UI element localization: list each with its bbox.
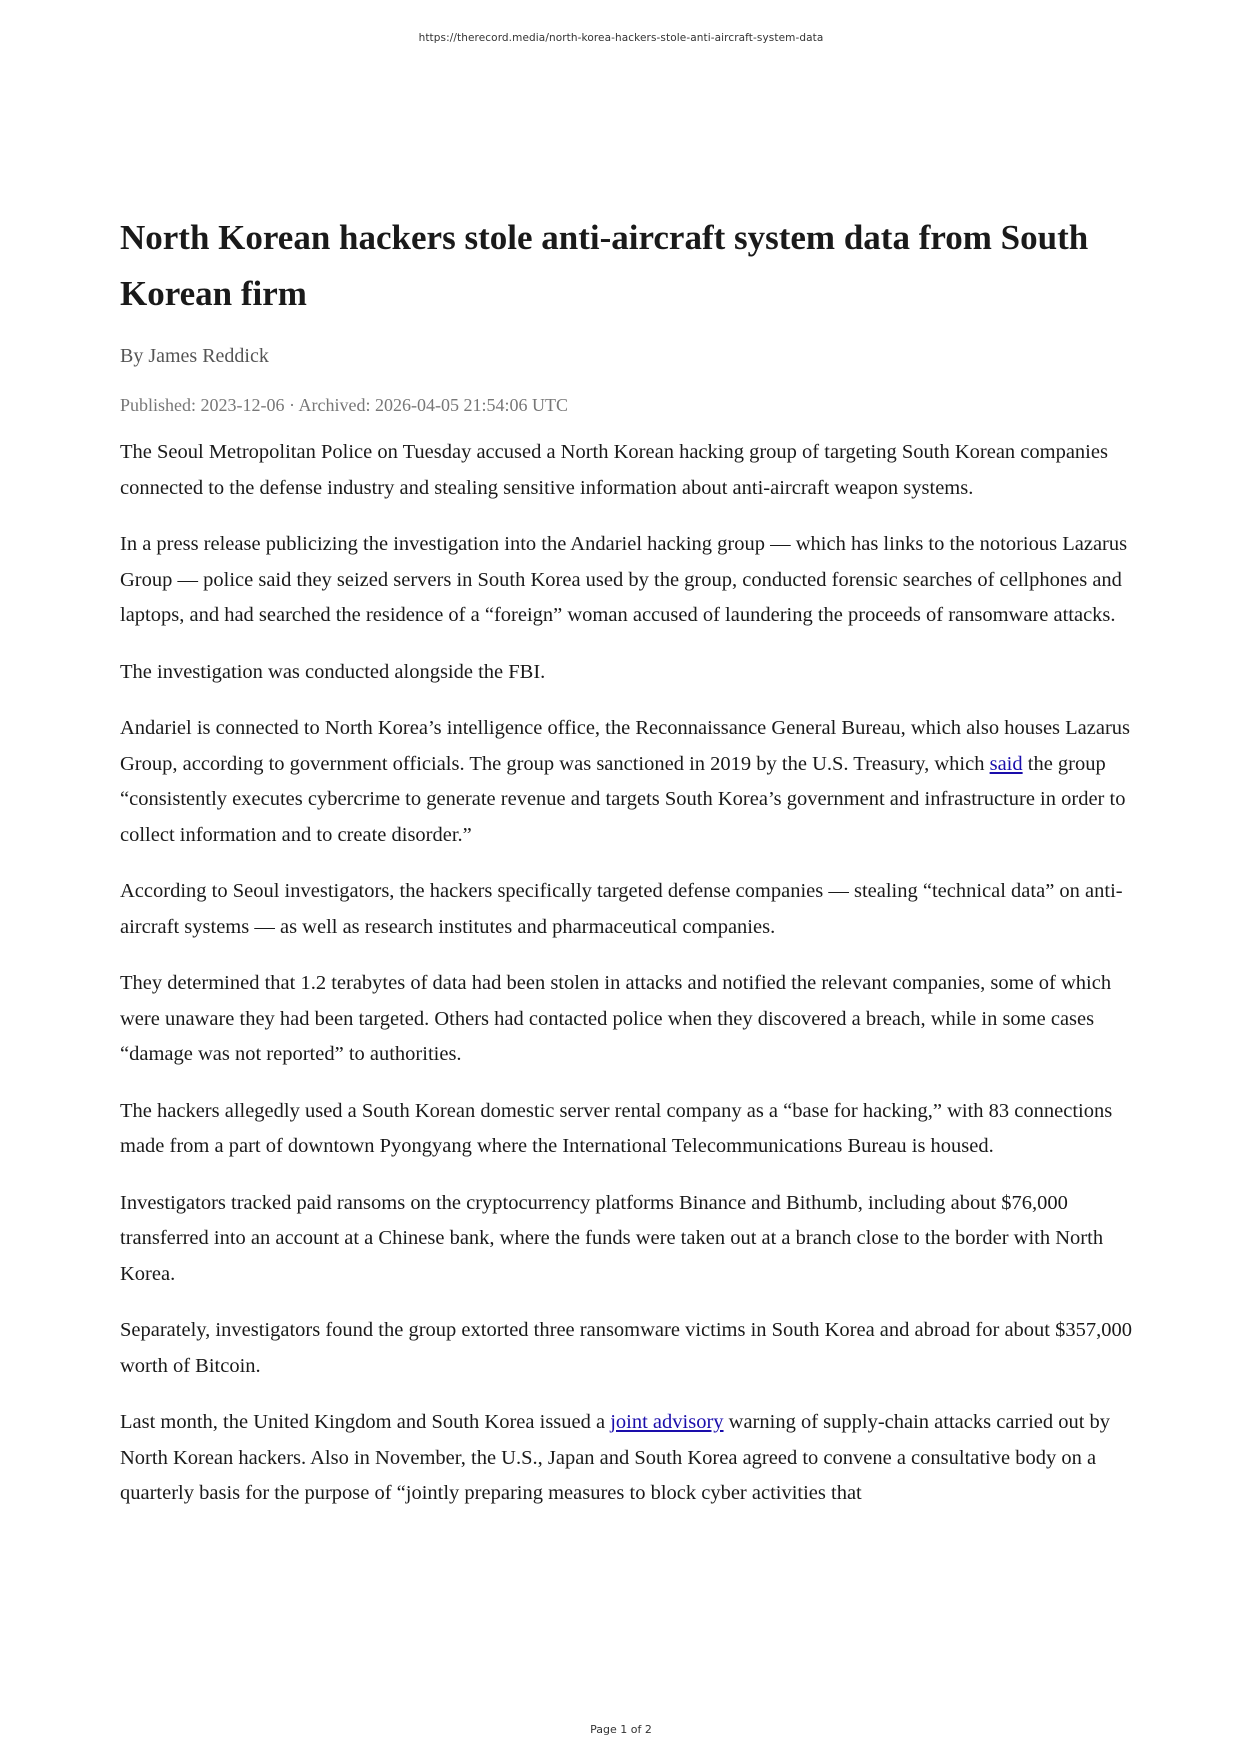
paragraph-10-text-start: Last month, the United Kingdom and South Korea issued a xyxy=(120,1411,611,1433)
paragraph-10-text-end: warning of supply-chain attacks carried out by North Korean hackers. Also in November, the U.S., Japan and South Korea agreed to convene a consultative body on a quarterly basis for the purpose of “jointly preparing measures to block cyber activities that xyxy=(120,1411,1111,1504)
article-meta: Published: 2023-12-06 · Archived: 2026-04-05 21:54:06 UTC xyxy=(120,395,568,415)
article-byline: By James Reddick xyxy=(120,345,269,367)
paragraph-2: In a press release publicizing the investigation into the Andariel hacking group — which has links to the notorious Lazarus Group — police said they seized servers in South Korea used by the group, conducted forensic searches of cellphones and laptops, and had searched the residence of a “foreign” woman accused of laundering the proceeds of ransomware attacks. xyxy=(120,533,1128,626)
paragraph-1: The Seoul Metropolitan Police on Tuesday accused a North Korean hacking group of targeting South Korean companies connected to the defense industry and stealing sensitive information about anti-aircraft weapon systems. xyxy=(120,441,1108,499)
paragraph-7: The hackers allegedly used a South Korean domestic server rental company as a “base for hacking,” with 83 connections made from a part of downtown Pyongyang where the International Telecommunications Bureau is housed. xyxy=(120,1099,1113,1157)
paragraph-4-text-start: Andariel is connected to North Korea’s intelligence office, the Reconnaissance General Bureau, which also houses Lazarus Group, according to government officials. The group was sanctioned in 2019 by the U.S. Treasury, which xyxy=(120,717,1131,775)
paragraph-4-text-end: the group “consistently executes cybercrime to generate revenue and targets South Korea’s government and infrastructure in order to collect information and to create disorder.” xyxy=(120,752,1126,846)
paragraph-10 xyxy=(120,1405,1136,1512)
article-title: North Korean hackers stole anti-aircraft system data from South Korean firm xyxy=(120,218,1089,313)
paragraph-6: They determined that 1.2 terabytes of data had been stolen in attacks and notified the relevant companies, some of which were unaware they had been targeted. Others had contacted police when they discovered a breach, while in some cases “damage was not reported” to authorities. xyxy=(120,972,1112,1065)
paragraph-9: Separately, investigators found the group extorted three ransomware victims in South Korea and abroad for about $357,000 worth of Bitcoin. xyxy=(120,1319,1133,1377)
paragraph-4 xyxy=(120,711,1136,853)
page-number: Page 1 of 2 xyxy=(590,1723,652,1736)
article xyxy=(120,210,1136,1533)
paragraph-5: According to Seoul investigators, the hackers specifically targeted defense companies — stealing “technical data” on anti-aircraft systems — as well as research institutes and pharmaceutical companies. xyxy=(120,880,1123,938)
page-url: https://therecord.media/north-korea-hackers-stole-anti-aircraft-system-data xyxy=(418,32,824,44)
said-link[interactable]: said xyxy=(989,752,1023,775)
paragraph-8: Investigators tracked paid ransoms on the cryptocurrency platforms Binance and Bithumb, including about $76,000 transferred into an account at a Chinese bank, where the funds were taken out at a branch close to the border with North Korea. xyxy=(120,1191,1104,1285)
paragraph-3: The investigation was conducted alongside the FBI. xyxy=(120,660,546,683)
joint-advisory-link[interactable]: joint advisory xyxy=(610,1411,724,1433)
